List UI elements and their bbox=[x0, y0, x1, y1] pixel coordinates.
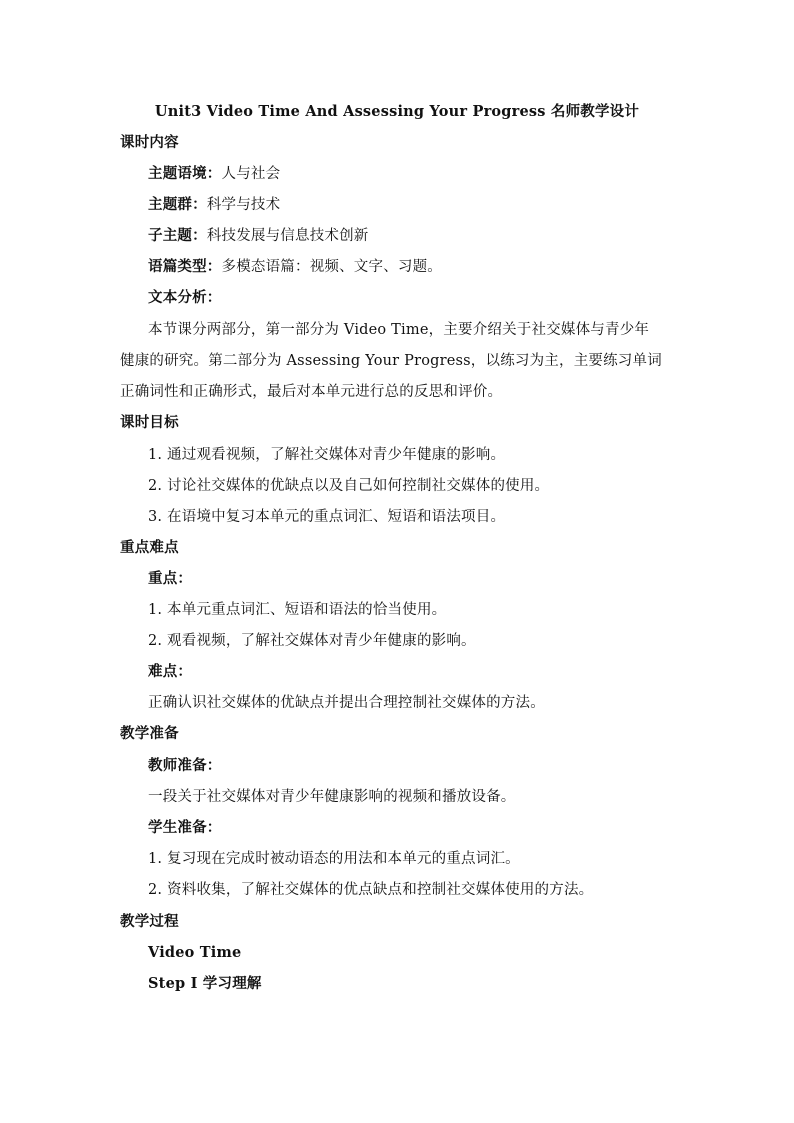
analysis-label: 文本分析： bbox=[148, 289, 222, 306]
group-label: 主题群： bbox=[148, 196, 207, 213]
analysis-line: 正确词性和正确形式，最后对本单元进行总的反思和评价。 bbox=[120, 384, 503, 400]
difficulty-text: 正确认识社交媒体的优缺点并提出合理控制社交媒体的方法。 bbox=[148, 695, 545, 711]
heading-key-difficult: 重点难点 bbox=[120, 539, 179, 556]
theme-context bbox=[148, 164, 280, 184]
goal-item: 1. 通过观看视频，了解社交媒体对青少年健康的影响。 bbox=[148, 447, 506, 463]
theme-label: 主题语境： bbox=[148, 165, 222, 182]
goal-item: 3. 在语境中复习本单元的重点词汇、短语和语法项目。 bbox=[148, 509, 506, 525]
goal-item: 2. 讨论社交媒体的优缺点以及自己如何控制社交媒体的使用。 bbox=[148, 478, 550, 494]
step-one-heading: Step I 学习理解 bbox=[148, 975, 262, 992]
video-time-subheading: Video Time bbox=[148, 944, 242, 961]
analysis-line: 本节课分两部分，第一部分为 Video Time，主要介绍关于社交媒体与青少年 bbox=[148, 322, 650, 338]
heading-preparation: 教学准备 bbox=[120, 725, 179, 742]
text-type bbox=[148, 257, 442, 277]
key-label: 重点： bbox=[148, 570, 193, 587]
sub-theme bbox=[148, 226, 369, 246]
sub-label: 子主题： bbox=[148, 227, 207, 244]
difficulty-label: 难点： bbox=[148, 663, 193, 680]
analysis-line: 健康的研究。第二部分为 Assessing Your Progress，以练习为主，主要练习单词 bbox=[120, 353, 662, 369]
student-prep-item: 2. 资料收集，了解社交媒体的优点缺点和控制社交媒体使用的方法。 bbox=[148, 882, 594, 898]
teacher-prep-text: 一段关于社交媒体对青少年健康影响的视频和播放设备。 bbox=[148, 789, 516, 805]
heading-teaching-process: 教学过程 bbox=[120, 913, 179, 930]
student-prep-label: 学生准备： bbox=[148, 819, 222, 836]
key-item: 1. 本单元重点词汇、短语和语法的恰当使用。 bbox=[148, 602, 447, 618]
document-title: Unit3 Video Time And Assessing Your Progress 名师教学设计 bbox=[154, 103, 640, 120]
teacher-prep-label: 教师准备： bbox=[148, 757, 222, 774]
heading-lesson-content: 课时内容 bbox=[120, 134, 179, 151]
key-item: 2. 观看视频，了解社交媒体对青少年健康的影响。 bbox=[148, 633, 476, 649]
theme-value: 人与社会 bbox=[221, 166, 281, 182]
theme-group bbox=[148, 195, 280, 215]
group-value: 科学与技术 bbox=[206, 197, 281, 213]
student-prep-item: 1. 复习现在完成时被动语态的用法和本单元的重点词汇。 bbox=[148, 851, 520, 867]
type-value: 多模态语篇：视频、文字、习题。 bbox=[221, 259, 442, 275]
sub-value: 科技发展与信息技术创新 bbox=[206, 228, 369, 244]
heading-lesson-goals: 课时目标 bbox=[120, 414, 179, 431]
type-label: 语篇类型： bbox=[148, 258, 222, 275]
